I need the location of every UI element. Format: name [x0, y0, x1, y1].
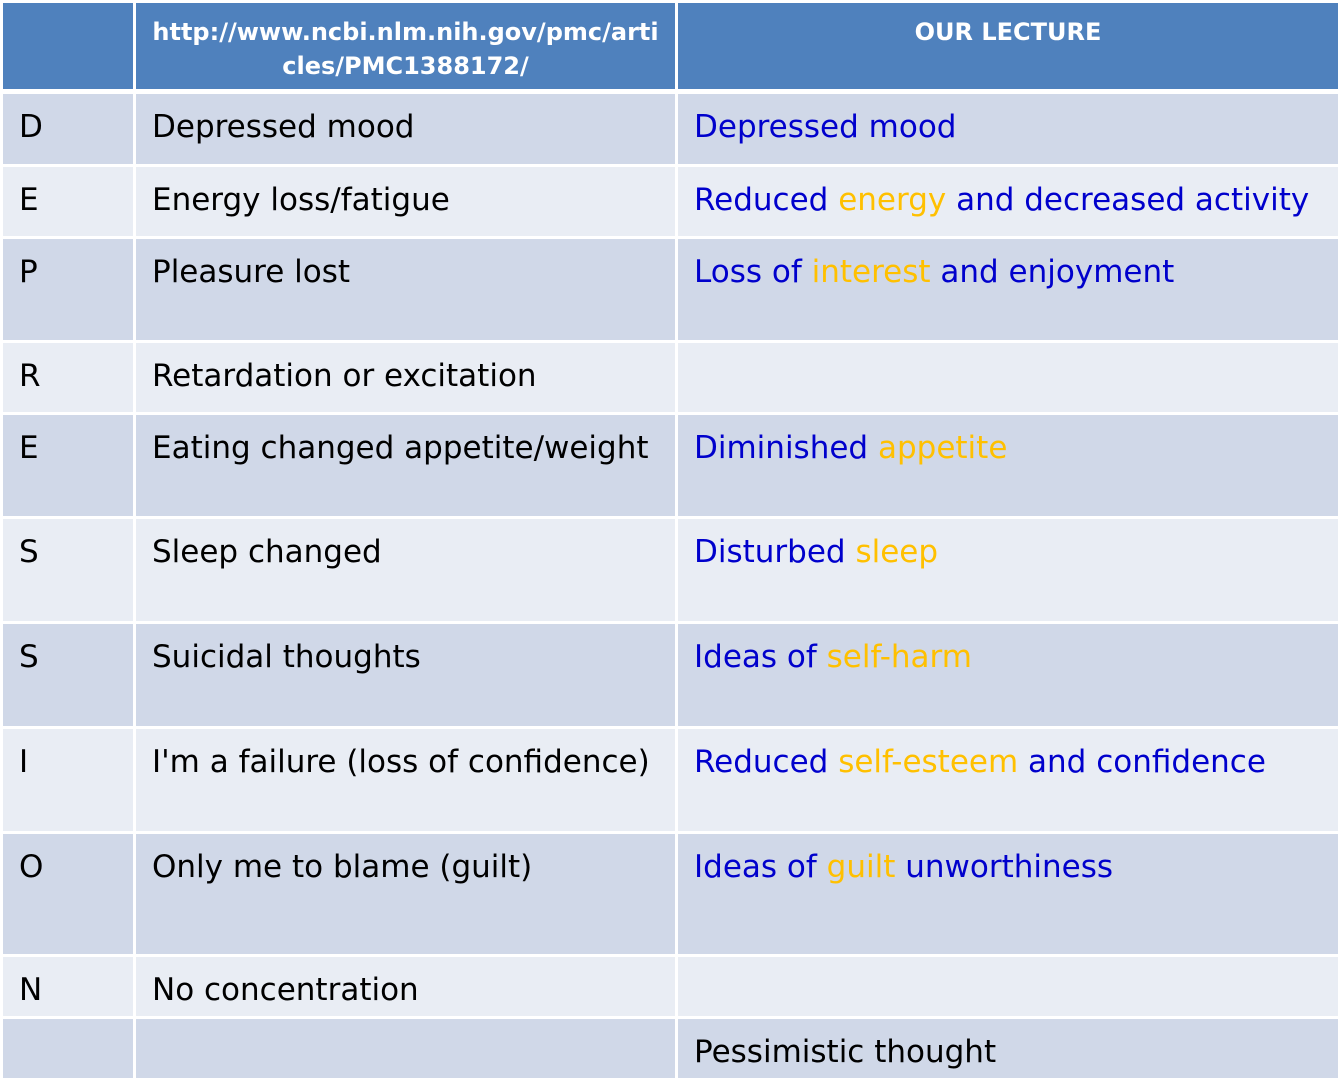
- table-row: [2, 956, 1338, 1018]
- lecture-symptom: [677, 166, 1338, 238]
- lecture-text: Depressed mood: [694, 109, 957, 145]
- table-row: [2, 518, 1338, 623]
- lecture-text: Pessimistic thought: [694, 1034, 997, 1070]
- mnemonic-letter: E: [2, 414, 135, 518]
- mnemonic-letter: P: [2, 238, 135, 342]
- mnemonic-symptom: [135, 1018, 677, 1080]
- lecture-text: unworthiness: [895, 849, 1114, 885]
- lecture-symptom: [677, 623, 1338, 728]
- lecture-symptom: [677, 342, 1338, 414]
- mnemonic-symptom: Depressed mood: [135, 92, 677, 166]
- header-row: [2, 2, 1338, 92]
- table-row: [2, 833, 1338, 956]
- lecture-symptom: [677, 956, 1338, 1018]
- lecture-text: and decreased activity: [946, 182, 1310, 218]
- lecture-keyword: self-esteem: [838, 744, 1019, 780]
- mnemonic-symptom: Pleasure lost: [135, 238, 677, 342]
- lecture-text: Disturbed: [694, 534, 856, 570]
- lecture-text: and confidence: [1018, 744, 1266, 780]
- lecture-keyword: energy: [838, 182, 947, 218]
- table-body: [2, 92, 1338, 1080]
- lecture-symptom: [677, 833, 1338, 956]
- lecture-symptom: [677, 1018, 1338, 1080]
- table-row: [2, 728, 1338, 833]
- mnemonic-symptom: I'm a failure (loss of confidence): [135, 728, 677, 833]
- mnemonic-letter: R: [2, 342, 135, 414]
- table-row: [2, 238, 1338, 342]
- lecture-keyword: appetite: [877, 430, 1008, 466]
- mnemonic-letter: N: [2, 956, 135, 1018]
- mnemonic-letter: [2, 1018, 135, 1080]
- table-row: [2, 623, 1338, 728]
- mnemonic-letter: I: [2, 728, 135, 833]
- mnemonic-letter: S: [2, 518, 135, 623]
- mnemonic-symptom: Sleep changed: [135, 518, 677, 623]
- lecture-keyword: sleep: [855, 534, 939, 570]
- lecture-keyword: interest: [811, 254, 931, 290]
- lecture-keyword: self-harm: [826, 639, 972, 675]
- table-row: [2, 342, 1338, 414]
- mnemonic-symptom: Only me to blame (guilt): [135, 833, 677, 956]
- lecture-keyword: guilt: [826, 849, 896, 885]
- lecture-text: and enjoyment: [930, 254, 1175, 290]
- lecture-text: Diminished: [694, 430, 878, 466]
- mnemonic-letter: D: [2, 92, 135, 166]
- header-letter-cell: [2, 2, 135, 92]
- lecture-symptom: [677, 414, 1338, 518]
- lecture-text: Loss of: [694, 254, 812, 290]
- mnemonic-symptom: Energy loss/fatigue: [135, 166, 677, 238]
- lecture-symptom: [677, 728, 1338, 833]
- lecture-text: Ideas of: [694, 849, 827, 885]
- mnemonic-letter: S: [2, 623, 135, 728]
- mnemonic-letter: O: [2, 833, 135, 956]
- table-row: [2, 414, 1338, 518]
- header-source-url: http://www.ncbi.nlm.nih.gov/pmc/articles/PMC1388172/: [135, 2, 677, 92]
- lecture-text: Reduced: [694, 182, 839, 218]
- lecture-symptom: [677, 238, 1338, 342]
- lecture-text: Ideas of: [694, 639, 827, 675]
- mnemonic-letter: E: [2, 166, 135, 238]
- mnemonic-symptom: Suicidal thoughts: [135, 623, 677, 728]
- table-header: [2, 2, 1338, 92]
- lecture-symptom: [677, 92, 1338, 166]
- lecture-text: Reduced: [694, 744, 839, 780]
- table-row: [2, 1018, 1338, 1080]
- lecture-symptom: [677, 518, 1338, 623]
- mnemonic-symptom: Eating changed appetite/weight: [135, 414, 677, 518]
- header-our-lecture: OUR LECTURE: [677, 2, 1338, 92]
- table-row: [2, 92, 1338, 166]
- mnemonic-symptom: Retardation or excitation: [135, 342, 677, 414]
- table-row: [2, 166, 1338, 238]
- mnemonic-symptom: No concentration: [135, 956, 677, 1018]
